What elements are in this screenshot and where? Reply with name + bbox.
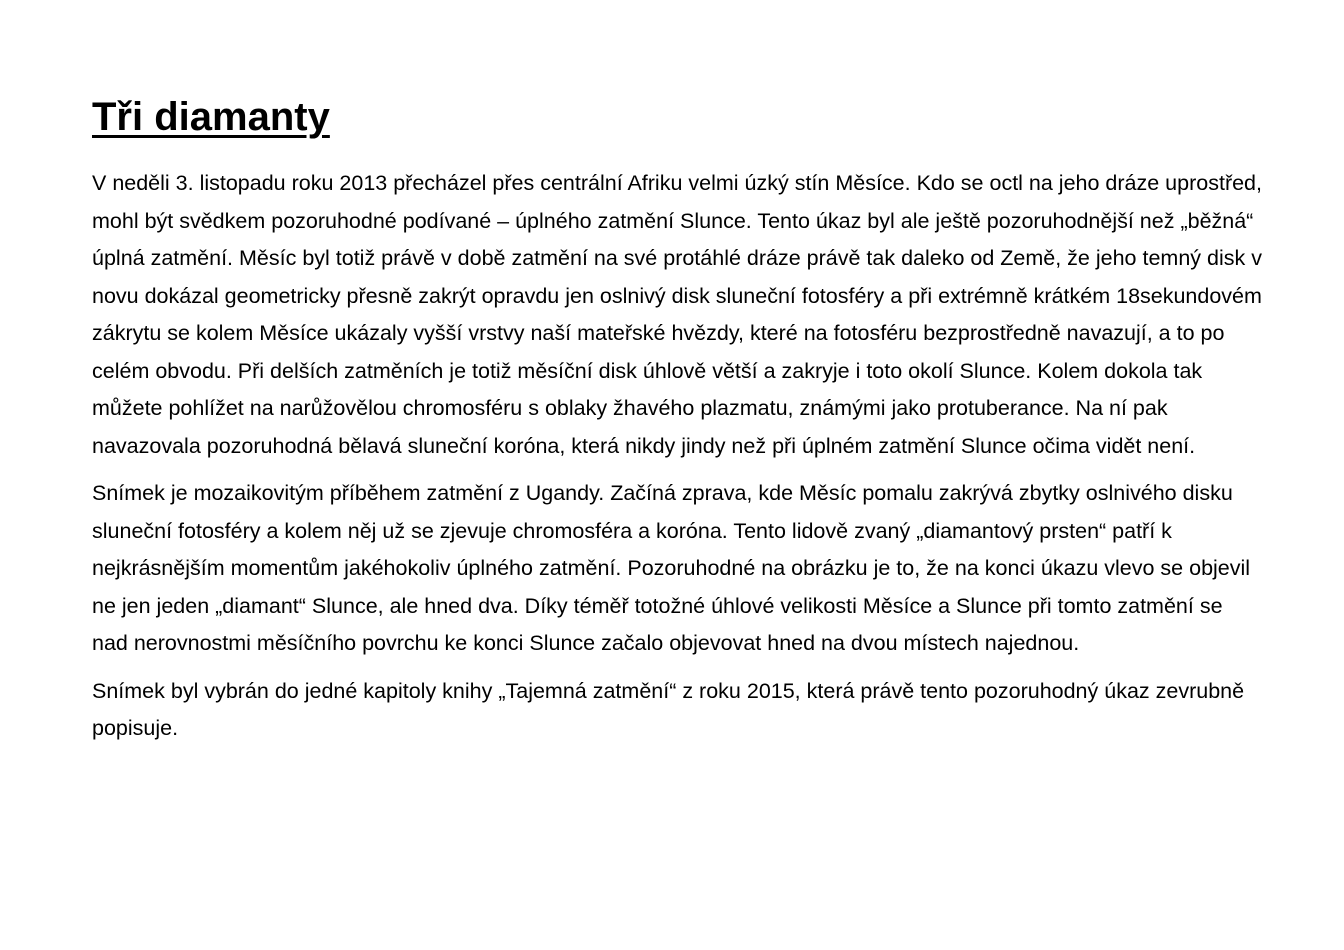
paragraph-eclipse-description: V neděli 3. listopadu roku 2013 přecházel přes centrální Afriku velmi úzký stín Měsíce. Kdo se octl na jeho dráze uprostřed, mohl být svědkem pozoruhodné podívané – úplného zatmění Slunce. Tento úkaz byl ale ještě pozoruhodnější než „běžná“ úplná zatmění. Měsíc byl totiž právě v době zatmění na své protáhlé dráze právě tak daleko od Země, že jeho temný disk v novu dokázal geometricky přesně zakrýt opravdu jen oslnivý disk sluneční fotosféry a při extrémně krátkém 18sekundovém zákrytu se kolem Měsíce ukázaly vyšší vrstvy naší mateřské hvězdy, které na fotosféru bezprostředně navazují, a to po celém obvodu. Při delších zatměních je totiž měsíční disk úhlově větší a zakryje i toto okolí Slunce. Kolem dokola tak můžete pohlížet na narůžovělou chromosféru s oblaky žhavého plazmatu, známými jako protuberance. Na ní pak navazovala pozoruhodná bělavá sluneční koróna, která nikdy jindy než při úplném zatmění Slunce očima vidět není. [92,171,1262,458]
paragraph-book-mention: Snímek byl vybrán do jedné kapitoly knihy „Tajemná zatmění“ z roku 2015, která právě tento pozoruhodný úkaz zevrubně popisuje. [92,678,1245,740]
paragraph-mosaic-story: Snímek je mozaikovitým příběhem zatmění z Ugandy. Začíná zprava, kde Měsíc pomalu zakrývá zbytky oslnivého disku sluneční fotosféry a kolem něj už se zjevuje chromosféra a koróna. Tento lidově zvaný „diamantový prsten“ patří k nejkrásnějším momentům jakéhokoliv úplného zatmění. Pozoruhodné na obrázku je to, že na konci úkazu vlevo se objevil ne jen jeden „diamant“ Slunce, ale hned dva. Díky téměř totožné úhlové velikosti Měsíce a Slunce při tomto zatmění se nad nerovnostmi měsíčního povrchu ke konci Slunce začalo objevovat hned na dvou místech najednou. [92,481,1251,655]
document-body [92,165,1262,748]
document-title: Tři diamanty [92,95,330,139]
